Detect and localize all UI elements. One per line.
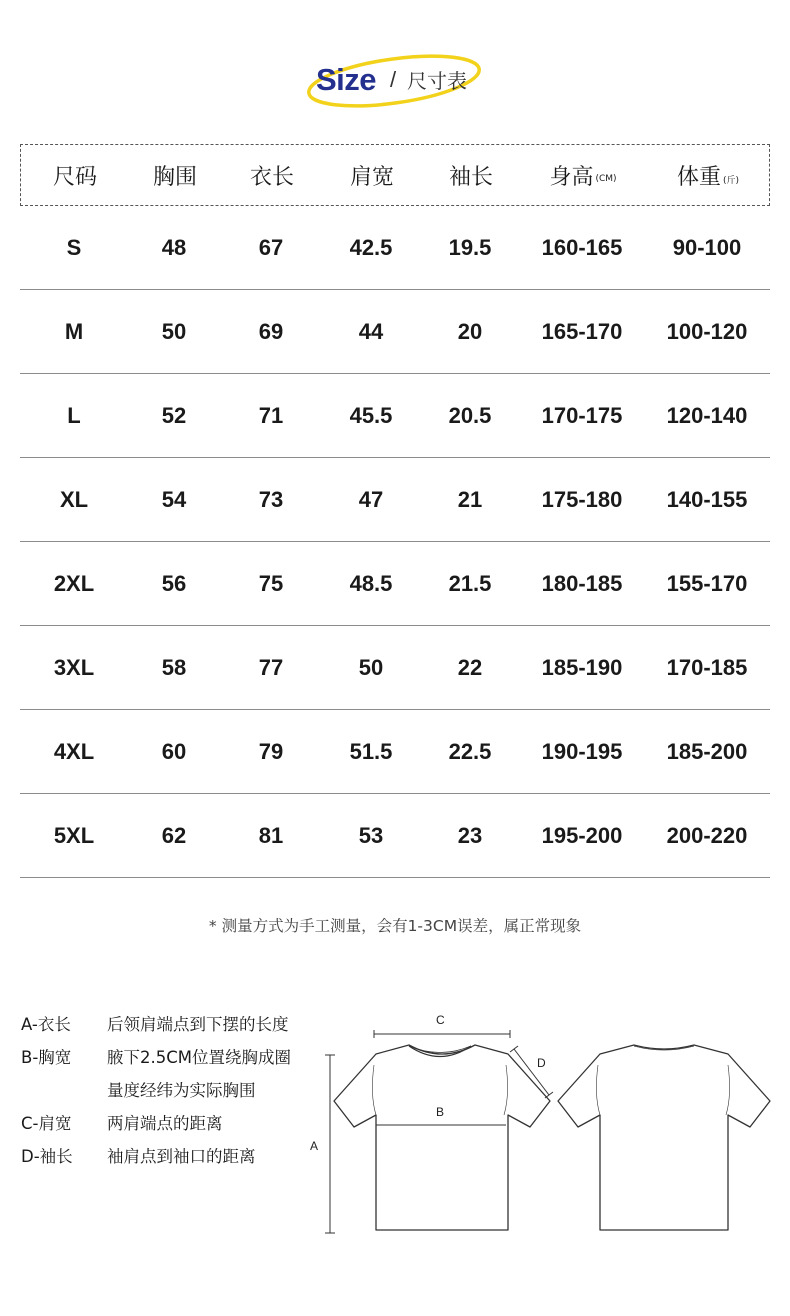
cell-height: 175-180 <box>541 486 623 512</box>
cell-size: XL <box>59 486 89 512</box>
cell-size: 5XL <box>53 822 95 848</box>
legend-item-a <box>21 1008 301 1041</box>
cell-shoulder: 47 <box>358 486 384 512</box>
cell-height: 170-175 <box>541 402 623 428</box>
cell-size: 3XL <box>53 654 95 680</box>
cell-weight: 100-120 <box>666 318 748 344</box>
cell-sleeve: 20 <box>457 318 483 344</box>
cell-chest: 56 <box>161 570 187 596</box>
legend-desc: 后领肩端点到下摆的长度 <box>107 1015 289 1034</box>
header-shoulder: 肩宽 <box>349 164 395 190</box>
header-length: 衣长 <box>249 164 295 190</box>
cell-shoulder: 51.5 <box>349 738 393 764</box>
table-row <box>20 206 770 290</box>
measure-line-c <box>374 1030 510 1038</box>
header-chest: 胸围 <box>152 164 198 190</box>
table-header <box>20 144 770 206</box>
label-c: C <box>436 1013 445 1027</box>
legend-desc: 袖肩点到袖口的距离 <box>107 1147 256 1166</box>
cell-length: 67 <box>258 234 284 260</box>
cell-sleeve: 21 <box>457 486 483 512</box>
table-row <box>20 458 770 542</box>
cell-chest: 60 <box>161 738 187 764</box>
table-row <box>20 626 770 710</box>
cell-weight: 140-155 <box>666 486 748 512</box>
header-weight-unit: (斤) <box>722 175 740 186</box>
measure-line-d <box>510 1046 553 1098</box>
cell-length: 75 <box>258 570 284 596</box>
legend-item-d <box>21 1140 301 1173</box>
title-size-word: Size <box>316 62 377 97</box>
cell-chest: 58 <box>161 654 187 680</box>
title-chinese: 尺寸表 <box>407 69 467 93</box>
cell-length: 81 <box>258 822 284 848</box>
legend-key: B-胸宽 <box>21 1048 72 1067</box>
legend-item-c <box>21 1107 301 1140</box>
cell-shoulder: 53 <box>358 822 384 848</box>
header-sleeve: 袖长 <box>448 164 494 190</box>
cell-sleeve: 19.5 <box>448 234 492 260</box>
cell-height: 165-170 <box>541 318 623 344</box>
label-d: D <box>537 1056 546 1070</box>
cell-weight: 155-170 <box>666 570 748 596</box>
cell-chest: 52 <box>161 402 187 428</box>
cell-weight: 90-100 <box>672 234 742 260</box>
cell-length: 71 <box>258 402 284 428</box>
cell-size: L <box>67 402 81 428</box>
cell-chest: 50 <box>161 318 187 344</box>
table-row <box>20 542 770 626</box>
cell-height: 190-195 <box>541 738 623 764</box>
cell-chest: 62 <box>161 822 187 848</box>
cell-weight: 170-185 <box>666 654 748 680</box>
cell-sleeve: 22 <box>457 654 483 680</box>
header-size: 尺码 <box>52 164 98 190</box>
cell-sleeve: 20.5 <box>448 402 492 428</box>
tshirt-diagram <box>300 1005 780 1245</box>
legend-key: D-袖长 <box>21 1147 73 1166</box>
label-b: B <box>436 1105 445 1119</box>
cell-shoulder: 48.5 <box>349 570 393 596</box>
cell-weight: 120-140 <box>666 402 748 428</box>
cell-weight: 185-200 <box>666 738 748 764</box>
measurement-legend <box>21 1008 301 1173</box>
table-row <box>20 794 770 878</box>
size-chart-title <box>0 46 790 116</box>
measure-line-a <box>325 1055 335 1233</box>
cell-length: 77 <box>258 654 284 680</box>
legend-key: C-肩宽 <box>21 1114 72 1133</box>
cell-height: 185-190 <box>541 654 623 680</box>
label-a: A <box>310 1139 319 1153</box>
cell-size: M <box>64 318 84 344</box>
legend-desc: 两肩端点的距离 <box>107 1114 223 1133</box>
cell-size: S <box>66 234 82 260</box>
legend-key: A-衣长 <box>21 1015 71 1034</box>
header-weight: 体重 (斤) <box>676 164 740 190</box>
cell-chest: 48 <box>161 234 187 260</box>
cell-sleeve: 22.5 <box>448 738 492 764</box>
cell-weight: 200-220 <box>666 822 748 848</box>
header-height-unit: (CM) <box>595 174 617 184</box>
tshirt-back-icon <box>558 1045 770 1230</box>
cell-length: 79 <box>258 738 284 764</box>
header-height: 身高 (CM) <box>549 164 617 190</box>
measurement-note: * 测量方式为手工测量，会有1-3CM误差，属正常现象 <box>208 917 582 935</box>
tshirt-front-icon <box>334 1045 550 1230</box>
legend-desc: 腋下2.5CM位置绕胸成圈量度经纬为实际胸围 <box>107 1048 291 1100</box>
cell-size: 2XL <box>53 570 95 596</box>
cell-chest: 54 <box>161 486 187 512</box>
cell-length: 69 <box>258 318 284 344</box>
measurement-diagram <box>300 1005 780 1245</box>
cell-height: 160-165 <box>541 234 623 260</box>
table-row <box>20 290 770 374</box>
cell-sleeve: 21.5 <box>448 570 492 596</box>
table-row <box>20 374 770 458</box>
cell-length: 73 <box>258 486 284 512</box>
table-row <box>20 710 770 794</box>
cell-shoulder: 50 <box>358 654 384 680</box>
title-separator: / <box>390 67 397 92</box>
legend-item-b <box>21 1041 301 1107</box>
cell-height: 180-185 <box>541 570 623 596</box>
cell-sleeve: 23 <box>457 822 483 848</box>
cell-shoulder: 42.5 <box>349 234 393 260</box>
cell-shoulder: 44 <box>358 318 384 344</box>
cell-size: 4XL <box>53 738 95 764</box>
cell-shoulder: 45.5 <box>349 402 393 428</box>
cell-height: 195-200 <box>541 822 623 848</box>
